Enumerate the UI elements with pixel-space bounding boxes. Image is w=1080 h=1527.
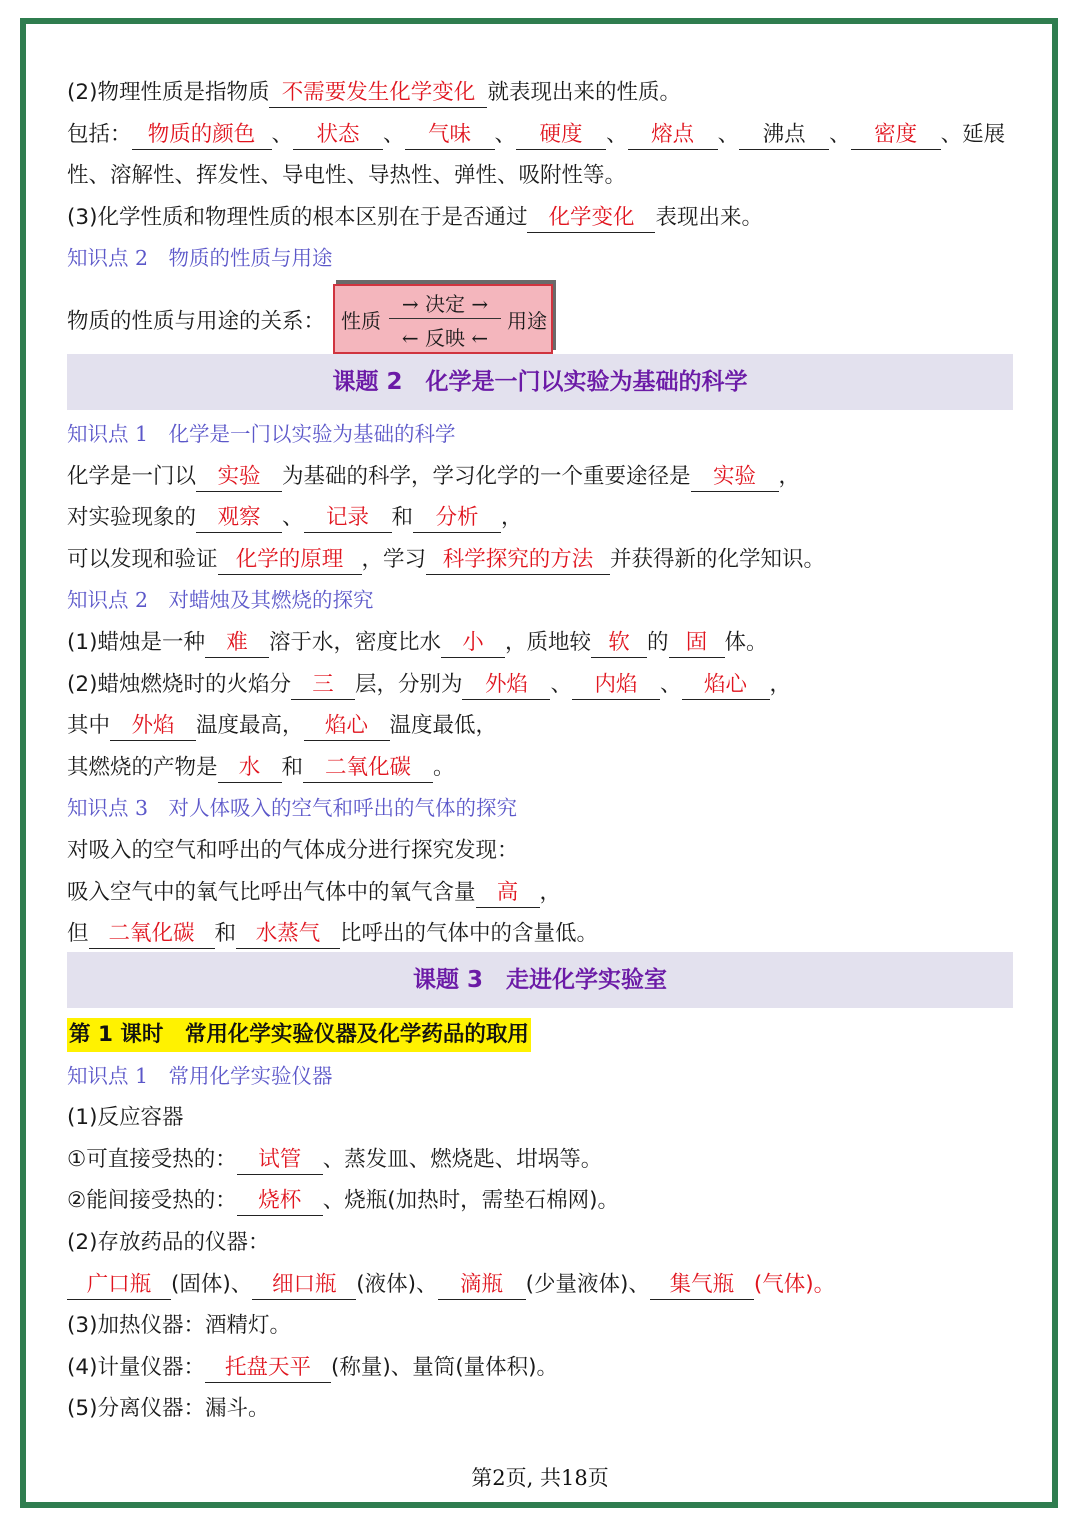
answer-blank: 硬度 (516, 121, 606, 150)
answer-blank: 不需要发生化学变化 (269, 79, 487, 108)
text: 和 (281, 754, 304, 780)
text-line (67, 705, 1013, 747)
text-line: 对吸入的空气和呼出的气体成分进行探究发现： (67, 837, 519, 863)
text: 溶于水，密度比水 (268, 629, 441, 655)
text: 性、溶解性、挥发性、导电性、导热性、弹性、吸附性等。 (67, 163, 627, 189)
answer-blank: 分析 (413, 504, 501, 533)
answer-blank: 水蒸气 (236, 920, 340, 949)
answer-blank: 实验 (196, 463, 282, 492)
answer-blank: 固 (669, 629, 725, 658)
text: 。 (433, 754, 455, 780)
answer-blank: 实验 (691, 463, 779, 492)
answer-blank: 烧杯 (237, 1187, 323, 1216)
answer-blank: 沸点 (739, 121, 829, 150)
text: 和 (391, 505, 414, 531)
answer-blank: 试管 (237, 1146, 323, 1175)
text: 、烧瓶(加热时，需垫石棉网)。 (322, 1188, 620, 1214)
answer-blank: 难 (205, 629, 269, 658)
lesson-subtitle-line (67, 1014, 1013, 1056)
text-line (67, 72, 1013, 114)
text: 可以发现和验证 (67, 546, 218, 572)
answer-blank: 观察 (196, 504, 282, 533)
answer-blank: 状态 (293, 121, 383, 150)
text: 就表现出来的性质。 (487, 80, 681, 105)
answer-blank: 内焰 (572, 671, 660, 700)
text: 为基础的科学，学习化学的一个重要途径是 (282, 463, 691, 489)
knowledge-point-title: 知识点 2 物质的性质与用途 (67, 246, 333, 271)
text: 比呼出的气体中的含量低。 (340, 921, 599, 947)
text-line (67, 197, 1013, 239)
knowledge-point-title: 知识点 1 常用化学实验仪器 (67, 1063, 333, 1088)
text: (2)物理性质是指物质 (67, 80, 270, 105)
text: 并获得新的化学知识。 (610, 546, 826, 572)
text: 温度最高， (196, 713, 304, 739)
text: ， (501, 505, 523, 531)
answer-blank: 集气瓶 (650, 1271, 754, 1300)
relation-divider (389, 318, 501, 319)
text: (4)计量仪器： (67, 1354, 205, 1380)
text: (液体)、 (356, 1271, 438, 1297)
answer-blank: 软 (591, 629, 647, 658)
page-number: 第2页, 共18页 (471, 1466, 609, 1490)
content-lesson2 (67, 414, 1013, 955)
text-line (67, 872, 1013, 914)
answer-blank: 焰心 (682, 671, 770, 700)
answer-blank: 外焰 (462, 671, 550, 700)
text: (3)化学性质和物理性质的根本区别在于是否通过 (67, 204, 528, 230)
text: 但 (67, 921, 89, 947)
text-line: (1)反应容器 (67, 1105, 184, 1131)
answer-blank: 外焰 (110, 712, 196, 741)
text-line: (3)加热仪器：酒精灯。 (67, 1313, 291, 1339)
text-line: 包括： 物质的颜色 、 状态 、 气味 、 硬度 、 熔点 、 沸点 、 密度 、延展 (67, 114, 1013, 156)
relation-label: 物质的性质与用途的关系： (67, 309, 326, 334)
relation-right: 用途 (507, 309, 547, 333)
knowledge-point-title: 知识点 1 化学是一门以实验为基础的科学 (67, 422, 456, 446)
text: 温度最低， (389, 713, 498, 739)
text-line (67, 1180, 1013, 1222)
text: (2)蜡烛燃烧时的火焰分 (67, 671, 291, 697)
answer-blank: 广口瓶 (67, 1271, 171, 1300)
answer-blank: 托盘天平 (205, 1354, 331, 1383)
knowledge-point-title: 知识点 3 对人体吸入的空气和呼出的气体的探究 (67, 796, 518, 821)
text: 、蒸发皿、燃烧匙、坩埚等。 (322, 1146, 603, 1172)
text: 和 (214, 921, 237, 947)
text-line: (2)存放药品的仪器： (67, 1229, 270, 1255)
text-line (67, 664, 1013, 706)
section-header: 课题 3 走进化学实验室 (67, 952, 1013, 1008)
text: 层，分别为 (354, 671, 463, 697)
text: 、 (282, 505, 304, 531)
text-line: (5)分离仪器：漏斗。 (67, 1396, 270, 1422)
text: ②能间接受热的： (67, 1188, 237, 1214)
answer-blank: 水 (218, 754, 282, 783)
answer-blank: 二氧化碳 (89, 920, 215, 949)
text-line (67, 913, 1013, 955)
text: ， (778, 463, 801, 489)
answer-blank: 化学变化 (527, 204, 655, 233)
answer-blank: 焰心 (304, 712, 390, 741)
text: (称量)、量筒(量体积)。 (330, 1354, 559, 1380)
text-line (67, 155, 1013, 197)
text: ①可直接受热的： (67, 1146, 237, 1172)
answer-blank: 密度 (851, 121, 941, 150)
text: 表现出来。 (655, 204, 763, 230)
text: 吸入空气中的氧气比呼出气体中的氧气含量 (67, 879, 476, 905)
text-line (67, 1264, 1013, 1306)
answer-blank: 科学探究的方法 (426, 546, 610, 575)
text-line (67, 497, 1013, 539)
text: 体。 (724, 629, 768, 655)
knowledge-point-title: 知识点 2 对蜡烛及其燃烧的探究 (67, 588, 374, 613)
text: (气体)。 (753, 1271, 836, 1297)
text: 、延展 (940, 121, 1006, 147)
text-line (67, 747, 1013, 789)
text: (少量液体)、 (525, 1271, 650, 1297)
text: 、 (660, 671, 682, 697)
content-lesson3 (67, 1014, 1013, 1430)
text-line (67, 1139, 1013, 1181)
text: ， (769, 671, 792, 697)
answer-blank: 滴瓶 (438, 1271, 526, 1300)
relation-left: 性质 (341, 309, 381, 333)
text: ， (539, 879, 562, 905)
relation-diagram (333, 284, 553, 354)
answer-blank: 二氧化碳 (303, 754, 433, 783)
relation-bottom: ← 反映 ← (401, 326, 489, 350)
answer-blank: 气味 (405, 121, 495, 150)
answer-blank: 三 (291, 671, 355, 700)
answer-blank: 细口瓶 (252, 1271, 356, 1300)
section-header: 课题 2 化学是一门以实验为基础的科学 (67, 354, 1013, 410)
text: 的 (647, 629, 669, 655)
answer-blank: 高 (476, 879, 540, 908)
answer-blank: 记录 (304, 504, 392, 533)
text: ，学习 (361, 546, 427, 572)
text: 化学是一门以 (67, 463, 197, 489)
relation-top: → 决定 → (401, 292, 489, 316)
answer-blank: 物质的颜色 (132, 121, 272, 150)
text: 对实验现象的 (67, 505, 197, 531)
text-line (67, 456, 1013, 498)
answer-blank: 熔点 (628, 121, 718, 150)
text: 其中 (67, 713, 111, 739)
text-line (67, 539, 1013, 581)
answer-blank: 化学的原理 (218, 546, 362, 575)
text: (固体)、 (171, 1271, 253, 1297)
text-line (67, 1347, 1013, 1389)
text: 、 (550, 671, 572, 697)
lesson-subtitle: 第 1 课时 常用化学实验仪器及化学药品的取用 (67, 1018, 531, 1052)
text: 其燃烧的产物是 (67, 754, 218, 780)
text: ，质地较 (504, 629, 591, 655)
text: 包括： (67, 121, 132, 147)
answer-blank: 小 (441, 629, 505, 658)
content-top (67, 72, 1013, 280)
text: (1)蜡烛是一种 (67, 629, 205, 655)
text-line (67, 622, 1013, 664)
